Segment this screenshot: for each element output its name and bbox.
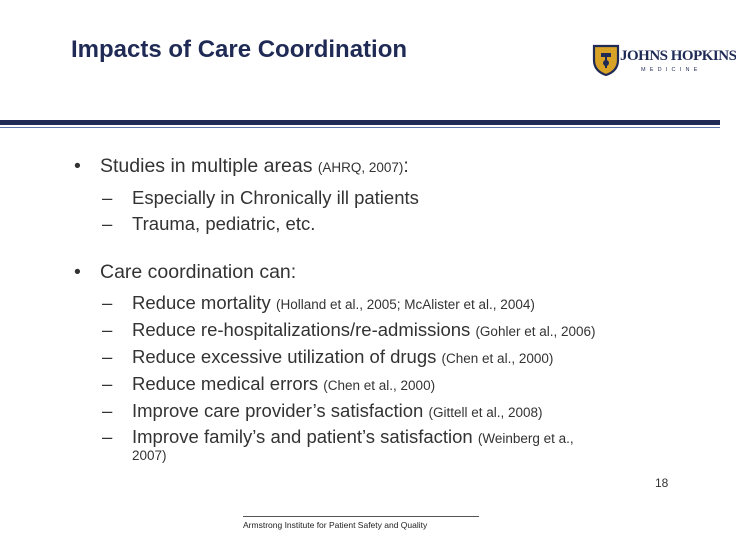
citation: (AHRQ, 2007) [317,160,404,175]
citation: (Chen et al., 2000) [323,378,436,393]
bullet-text: Studies in multiple areas [100,155,313,177]
sub-item-text: Improve family’s and patient’s satisfaction [132,426,473,447]
citation: (Weinberg et a., [477,431,574,446]
shield-icon [591,43,621,77]
dash-marker: – [102,346,113,367]
sub-item-text: Reduce excessive utilization of drugs [132,346,437,367]
colon: : [403,155,409,177]
sub-item-text: Reduce medical errors [132,373,319,394]
bullet-marker: • [74,155,81,177]
footer-text: Armstrong Institute for Patient Safety and Quality [243,520,428,530]
sub-item-text: Reduce re-hospitalizations/re-admissions [132,319,471,340]
dash-marker: – [102,426,113,447]
sub-item-text: Trauma, pediatric, etc. [132,213,316,234]
dash-marker: – [102,400,113,421]
citation: (Chen et al., 2000) [441,351,554,366]
header-rule [0,120,720,125]
citation: (Gohler et al., 2006) [475,324,596,339]
header-rule-thin [0,127,720,128]
dash-marker: – [102,373,113,394]
dash-marker: – [102,319,113,340]
dash-marker: – [102,292,113,313]
sub-item-text: Reduce mortality [132,292,271,313]
bullet-text: Care coordination can: [100,261,297,283]
slide-title: Impacts of Care Coordination [71,36,408,63]
citation-continuation: 2007) [132,448,167,463]
footer-rule [243,516,479,517]
dash-marker: – [102,187,113,208]
logo-name: JOHNS HOPKINS [620,48,736,64]
page-number: 18 [655,476,669,490]
citation: (Holland et al., 2005; McAlister et al., 2004) [275,297,535,312]
bullet-marker: • [74,261,81,283]
johns-hopkins-logo [591,43,736,77]
logo-subtitle: MEDICINE [641,67,702,73]
sub-item-text: Especially in Chronically ill patients [132,187,419,208]
citation: (Gittell et al., 2008) [428,405,543,420]
dash-marker: – [102,213,113,234]
sub-item-text: Improve care provider’s satisfaction [132,400,424,421]
